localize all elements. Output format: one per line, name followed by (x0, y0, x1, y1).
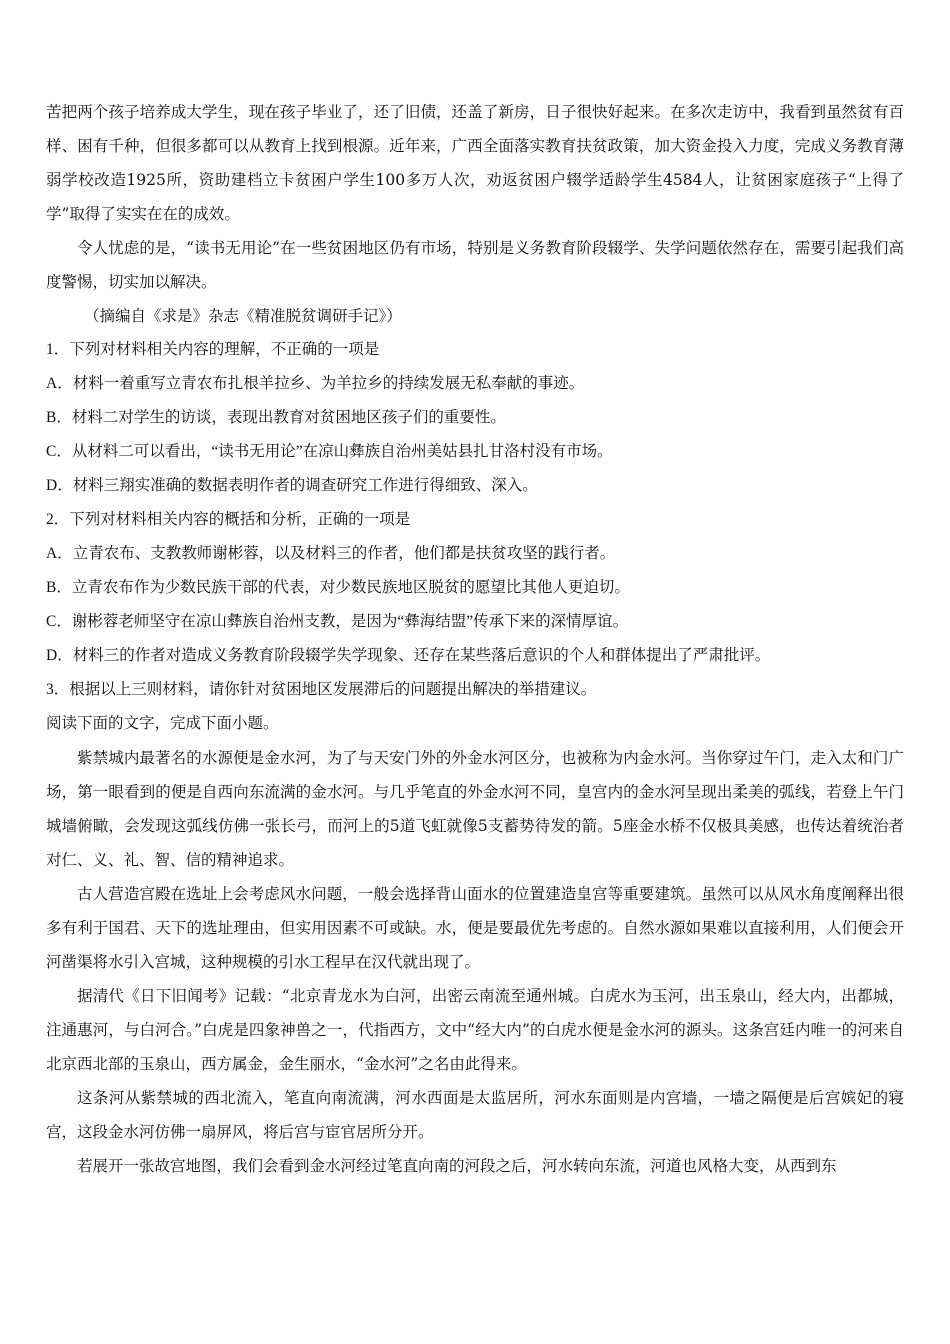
question-stem: 2．下列对材料相关内容的概括和分析，正确的一项是 (46, 511, 411, 528)
question-option: D．材料三翔实准确的数据表明作者的调查研究工作进行得细致、深入。 (46, 477, 538, 494)
question-stem: 3．根据以上三则材料，请你针对贫困地区发展滞后的问题提出解决的举措建议。 (46, 681, 597, 698)
passage1-paragraph: 令人忧虑的是，“读书无用论”在一些贫困地区仍有市场，特别是义务教育阶段辍学、失学问题依然存在，需要引起我们高度警惕，切实加以解决。 (46, 239, 904, 291)
question-option: B．材料二对学生的访谈，表现出教育对贫困地区孩子们的重要性。 (46, 409, 506, 426)
passage2-paragraph: 紫禁城内最著名的水源便是金水河，为了与天安门外的外金水河区分，也被称为内金水河。当你穿过午门，走入太和门广场，第一眼看到的便是自西向东流满的金水河。与几乎笔直的外金水河不同，皇宫内的金水河呈现出柔美的弧线，若登上午门城墙俯瞰，会发现这弧线仿佛一张长弓，而河上的5道飞虹就像5支蓄势待发的箭。5座金水桥不仅极具美感，也传达着统治者对仁、义、礼、智、信的精神追求。 (46, 749, 904, 869)
passage2-paragraph: 古人营造宫殿在选址上会考虑风水问题，一般会选择背山面水的位置建造皇宫等重要建筑。虽然可以从风水角度阐释出很多有利于国君、天下的选址理由，但实用因素不可或缺。水，便是要最优先考虑的。自然水源如果难以直接利用，人们便会开河凿渠将水引入宫城，这种规模的引水工程早在汉代就出现了。 (46, 885, 904, 971)
passage1-paragraph: 苦把两个孩子培养成大学生，现在孩子毕业了，还了旧债，还盖了新房，日子很快好起来。在多次走访中，我看到虽然贫有百样、困有千种，但很多都可以从教育上找到根源。近年来，广西全面落实教育扶贫政策，加大资金投入力度，完成义务教育薄弱学校改造1925所，资助建档立卡贫困户学生100多万人次，劝返贫困户辍学适龄学生4584人，让贫困家庭孩子“上得了学”取得了实实在在的成效。 (46, 103, 904, 223)
question-stem: 1．下列对材料相关内容的理解，不正确的一项是 (46, 341, 380, 358)
passage2-paragraph: 据清代《日下旧闻考》记载：“北京青龙水为白河，出密云南流至通州城。白虎水为玉河，出玉泉山，经大内，出都城，注通惠河，与白河合。”白虎是四象神兽之一，代指西方，文中“经大内”的白虎水便是金水河的源头。这条宫廷内唯一的河来自北京西北部的玉泉山，西方属金，金生丽水，“金水河”之名由此得来。 (46, 987, 904, 1073)
question-option: A．立青农布、支教教师谢彬蓉，以及材料三的作者，他们都是扶贫攻坚的践行者。 (46, 545, 616, 562)
question-option: A．材料一着重写立青农布扎根羊拉乡、为羊拉乡的持续发展无私奉献的事迹。 (46, 375, 585, 392)
question-option: D．材料三的作者对造成义务教育阶段辍学失学现象、还存在某些落后意识的个人和群体提出了严肃批评。 (46, 647, 771, 664)
source-citation: （摘编自《求是》杂志《精准脱贫调研手记》） (84, 307, 402, 325)
question-option: C．谢彬蓉老师坚守在凉山彝族自治州支教，是因为“彝海结盟”传承下来的深情厚谊。 (46, 613, 629, 630)
question-option: C．从材料二可以看出，“读书无用论”在凉山彝族自治州美姑县扎甘洛村没有市场。 (46, 443, 613, 460)
passage2-paragraph: 这条河从紫禁城的西北流入，笔直向南流满，河水西面是太监居所，河水东面则是内宫墙，一墙之隔便是后宫嫔妃的寝宫，这段金水河仿佛一扇屏风，将后宫与宦官居所分开。 (46, 1089, 904, 1141)
reading-instruction: 阅读下面的文字，完成下面小题。 (46, 715, 279, 732)
document-page (46, 95, 904, 1183)
question-option: B．立青农布作为少数民族干部的代表，对少数民族地区脱贫的愿望比其他人更迫切。 (46, 579, 630, 596)
passage2-paragraph: 若展开一张故宫地图，我们会看到金水河经过笔直向南的河段之后，河水转向东流，河道也风格大变，从西到东 (77, 1157, 837, 1175)
